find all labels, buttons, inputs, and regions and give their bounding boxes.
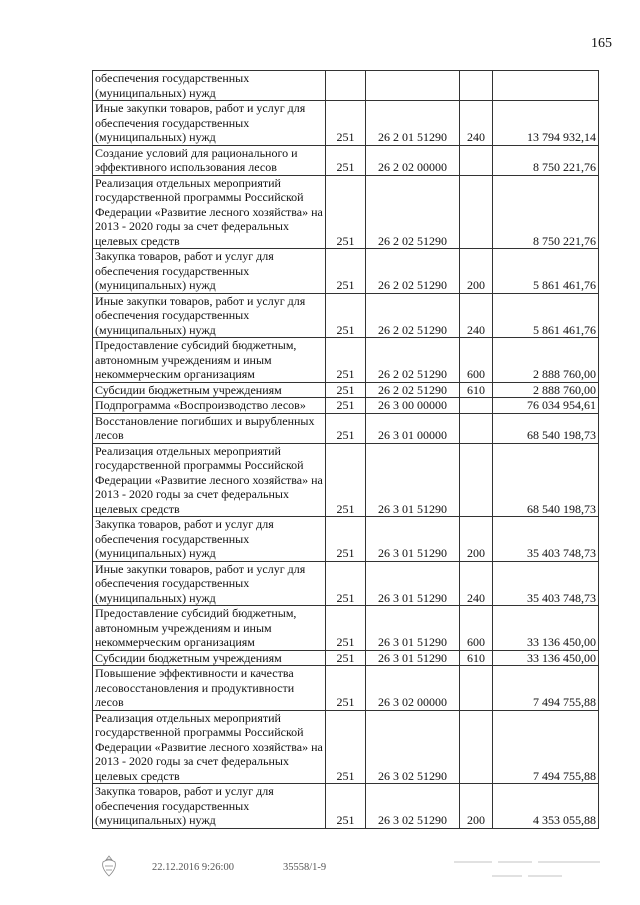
page-number: 165 — [591, 36, 612, 51]
row-name: Создание условий для рационального и эффективного использования лесов — [93, 145, 326, 175]
row-amount: 7 494 755,88 — [493, 666, 599, 711]
row-expense-type-code: 200 — [460, 249, 493, 294]
row-expense-type-code — [460, 666, 493, 711]
row-target-article-code: 26 2 02 51290 — [366, 293, 460, 338]
row-expense-type-code — [460, 175, 493, 249]
row-name: Закупка товаров, работ и услуг для обеспечения государственных (муниципальных) нужд — [93, 249, 326, 294]
row-department-code: 251 — [326, 710, 366, 784]
row-target-article-code: 26 3 01 51290 — [366, 443, 460, 517]
row-department-code: 251 — [326, 398, 366, 414]
row-department-code: 251 — [326, 338, 366, 383]
row-name: Субсидии бюджетным учреждениям — [93, 382, 326, 398]
row-name: Закупка товаров, работ и услуг для обеспечения государственных (муниципальных) нужд — [93, 517, 326, 562]
row-target-article-code: 26 3 02 51290 — [366, 710, 460, 784]
row-department-code: 251 — [326, 249, 366, 294]
row-expense-type-code — [460, 71, 493, 101]
row-department-code: 251 — [326, 101, 366, 146]
table-row — [93, 338, 599, 383]
table-row — [93, 517, 599, 562]
table-row — [93, 606, 599, 651]
row-target-article-code: 26 3 00 00000 — [366, 398, 460, 414]
row-amount: 68 540 198,73 — [493, 443, 599, 517]
stamp-icon — [452, 854, 602, 884]
row-expense-type-code — [460, 710, 493, 784]
row-amount: 35 403 748,73 — [493, 561, 599, 606]
row-department-code: 251 — [326, 443, 366, 517]
table-row — [93, 650, 599, 666]
row-target-article-code: 26 2 02 51290 — [366, 382, 460, 398]
row-department-code: 251 — [326, 650, 366, 666]
table-row — [93, 382, 599, 398]
row-target-article-code: 26 3 02 51290 — [366, 784, 460, 829]
row-amount: 2 888 760,00 — [493, 382, 599, 398]
table-row — [93, 249, 599, 294]
table-row — [93, 443, 599, 517]
row-name: Предоставление субсидий бюджетным, автономным учреждениям и иным некоммерческим организациям — [93, 338, 326, 383]
row-target-article-code: 26 2 02 51290 — [366, 338, 460, 383]
table-row — [93, 710, 599, 784]
row-department-code: 251 — [326, 382, 366, 398]
row-target-article-code: 26 3 01 51290 — [366, 606, 460, 651]
row-name: Иные закупки товаров, работ и услуг для обеспечения государственных (муниципальных) нужд — [93, 561, 326, 606]
row-department-code: 251 — [326, 561, 366, 606]
row-target-article-code: 26 2 01 51290 — [366, 101, 460, 146]
row-department-code — [326, 71, 366, 101]
row-amount: 8 750 221,76 — [493, 175, 599, 249]
table-row — [93, 293, 599, 338]
row-department-code: 251 — [326, 413, 366, 443]
row-target-article-code — [366, 71, 460, 101]
row-department-code: 251 — [326, 145, 366, 175]
table-row — [93, 71, 599, 101]
table-row — [93, 175, 599, 249]
table-row — [93, 101, 599, 146]
row-expense-type-code: 240 — [460, 561, 493, 606]
row-amount: 5 861 461,76 — [493, 249, 599, 294]
row-amount: 13 794 932,14 — [493, 101, 599, 146]
row-name: Иные закупки товаров, работ и услуг для обеспечения государственных (муниципальных) нужд — [93, 293, 326, 338]
table-row — [93, 398, 599, 414]
row-name: Повышение эффективности и качества лесовосстановления и продуктивности лесов — [93, 666, 326, 711]
row-expense-type-code — [460, 443, 493, 517]
row-expense-type-code: 200 — [460, 784, 493, 829]
row-name: обеспечения государственных (муниципальных) нужд — [93, 71, 326, 101]
row-amount: 5 861 461,76 — [493, 293, 599, 338]
row-name: Восстановление погибших и вырубленных лесов — [93, 413, 326, 443]
row-amount: 4 353 055,88 — [493, 784, 599, 829]
table-row — [93, 666, 599, 711]
row-name: Предоставление субсидий бюджетным, автономным учреждениям и иным некоммерческим организациям — [93, 606, 326, 651]
row-expense-type-code: 610 — [460, 650, 493, 666]
row-name: Реализация отдельных мероприятий государственной программы Российской Федерации «Развитие лесного хозяйства» на 2013 - 2020 годы за счет федеральных целевых средств — [93, 175, 326, 249]
row-target-article-code: 26 3 01 51290 — [366, 650, 460, 666]
row-amount: 76 034 954,61 — [493, 398, 599, 414]
row-amount: 35 403 748,73 — [493, 517, 599, 562]
row-amount: 8 750 221,76 — [493, 145, 599, 175]
row-amount — [493, 71, 599, 101]
row-amount: 33 136 450,00 — [493, 650, 599, 666]
table-row — [93, 413, 599, 443]
row-name: Закупка товаров, работ и услуг для обеспечения государственных (муниципальных) нужд — [93, 784, 326, 829]
table-row — [93, 145, 599, 175]
row-expense-type-code — [460, 413, 493, 443]
row-expense-type-code — [460, 398, 493, 414]
row-department-code: 251 — [326, 517, 366, 562]
row-expense-type-code: 240 — [460, 293, 493, 338]
row-expense-type-code: 240 — [460, 101, 493, 146]
row-department-code: 251 — [326, 175, 366, 249]
row-name: Субсидии бюджетным учреждениям — [93, 650, 326, 666]
row-amount: 7 494 755,88 — [493, 710, 599, 784]
budget-table — [92, 70, 599, 829]
footer-date: 22.12.2016 9:26:00 — [152, 862, 234, 873]
row-department-code: 251 — [326, 784, 366, 829]
row-expense-type-code: 610 — [460, 382, 493, 398]
row-expense-type-code: 600 — [460, 606, 493, 651]
row-department-code: 251 — [326, 606, 366, 651]
table-row — [93, 561, 599, 606]
row-department-code: 251 — [326, 293, 366, 338]
row-name: Иные закупки товаров, работ и услуг для обеспечения государственных (муниципальных) нужд — [93, 101, 326, 146]
row-name: Реализация отдельных мероприятий государственной программы Российской Федерации «Развитие лесного хозяйства» на 2013 - 2020 годы за счет федеральных целевых средств — [93, 443, 326, 517]
row-name: Подпрограмма «Воспроизводство лесов» — [93, 398, 326, 414]
row-target-article-code: 26 2 02 00000 — [366, 145, 460, 175]
row-expense-type-code: 200 — [460, 517, 493, 562]
row-amount: 68 540 198,73 — [493, 413, 599, 443]
row-target-article-code: 26 2 02 51290 — [366, 175, 460, 249]
row-target-article-code: 26 3 02 00000 — [366, 666, 460, 711]
footer-doc-number: 35558/1-9 — [283, 862, 327, 873]
row-target-article-code: 26 3 01 51290 — [366, 517, 460, 562]
row-amount: 2 888 760,00 — [493, 338, 599, 383]
row-target-article-code: 26 3 01 00000 — [366, 413, 460, 443]
emblem-icon — [95, 852, 123, 880]
table-row — [93, 784, 599, 829]
row-expense-type-code: 600 — [460, 338, 493, 383]
row-name: Реализация отдельных мероприятий государственной программы Российской Федерации «Развитие лесного хозяйства» на 2013 - 2020 годы за счет федеральных целевых средств — [93, 710, 326, 784]
row-amount: 33 136 450,00 — [493, 606, 599, 651]
row-target-article-code: 26 2 02 51290 — [366, 249, 460, 294]
row-target-article-code: 26 3 01 51290 — [366, 561, 460, 606]
row-expense-type-code — [460, 145, 493, 175]
row-department-code: 251 — [326, 666, 366, 711]
